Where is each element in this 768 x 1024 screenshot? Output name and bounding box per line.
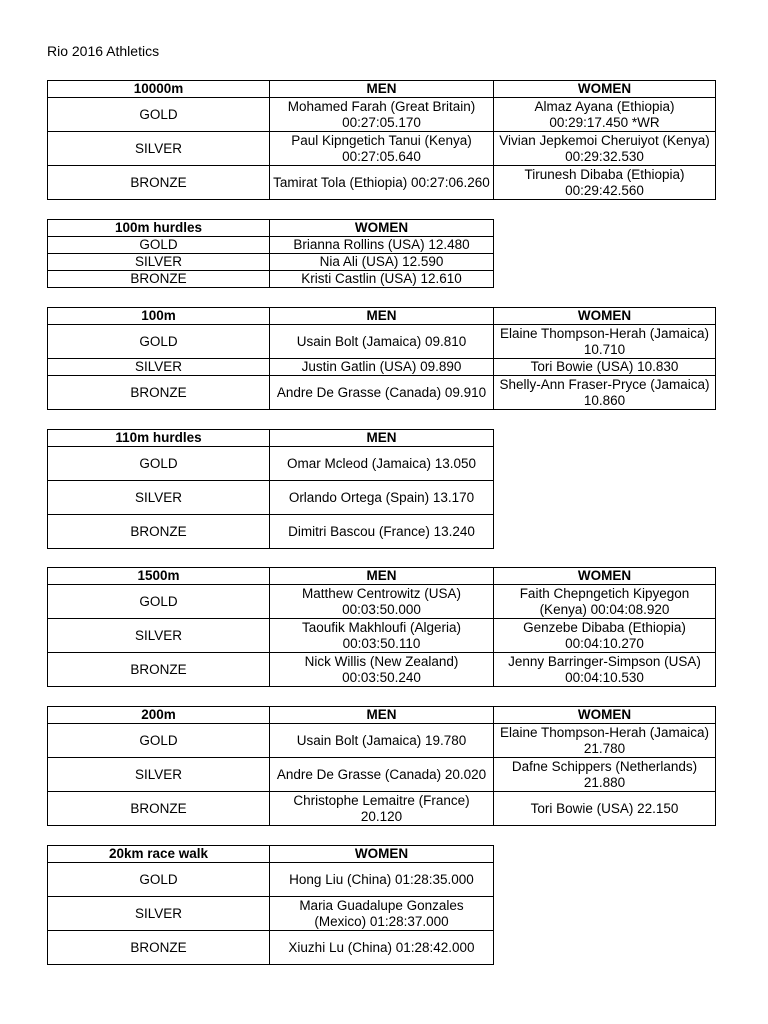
column-header-women: WOMEN <box>494 707 716 724</box>
result-cell: Usain Bolt (Jamaica) 09.810 <box>270 325 494 359</box>
column-header-men: MEN <box>270 81 494 98</box>
event-table-110m-hurdles <box>47 429 494 549</box>
medal-label: BRONZE <box>48 653 270 687</box>
result-cell: Nick Willis (New Zealand) 00:03:50.240 <box>270 653 494 687</box>
event-table-100m <box>47 307 716 410</box>
result-cell: Tirunesh Dibaba (Ethiopia) 00:29:42.560 <box>494 166 716 200</box>
result-cell: Omar Mcleod (Jamaica) 13.050 <box>270 447 494 481</box>
medal-label: SILVER <box>48 359 270 376</box>
result-cell: Shelly-Ann Fraser-Pryce (Jamaica) 10.860 <box>494 376 716 410</box>
table-row <box>48 132 716 166</box>
result-cell: Mohamed Farah (Great Britain) 00:27:05.170 <box>270 98 494 132</box>
event-name: 200m <box>48 707 270 724</box>
table-row <box>48 653 716 687</box>
result-cell: Dimitri Bascou (France) 13.240 <box>270 515 494 549</box>
event-table-200m <box>47 706 716 826</box>
result-cell: Almaz Ayana (Ethiopia) 00:29:17.450 *WR <box>494 98 716 132</box>
table-header-row <box>48 220 494 237</box>
table-row <box>48 166 716 200</box>
medal-label: SILVER <box>48 897 270 931</box>
medal-label: SILVER <box>48 481 270 515</box>
result-cell: Dafne Schippers (Netherlands) 21.880 <box>494 758 716 792</box>
column-header-men: MEN <box>270 568 494 585</box>
table-row <box>48 585 716 619</box>
table-row <box>48 237 494 254</box>
medal-label: BRONZE <box>48 376 270 410</box>
table-header-row <box>48 81 716 98</box>
event-table-1500m <box>47 567 716 687</box>
result-cell: Vivian Jepkemoi Cheruiyot (Kenya) 00:29:32.530 <box>494 132 716 166</box>
column-header-women: WOMEN <box>270 846 494 863</box>
result-cell: Christophe Lemaitre (France) 20.120 <box>270 792 494 826</box>
result-cell: Elaine Thompson-Herah (Jamaica) 10.710 <box>494 325 716 359</box>
event-name: 1500m <box>48 568 270 585</box>
table-row <box>48 359 716 376</box>
table-row <box>48 724 716 758</box>
table-row <box>48 931 494 965</box>
result-cell: Kristi Castlin (USA) 12.610 <box>270 271 494 288</box>
table-row <box>48 447 494 481</box>
table-header-row <box>48 430 494 447</box>
event-name: 110m hurdles <box>48 430 270 447</box>
medal-label: GOLD <box>48 447 270 481</box>
event-name: 100m <box>48 308 270 325</box>
table-row <box>48 863 494 897</box>
result-cell: Hong Liu (China) 01:28:35.000 <box>270 863 494 897</box>
column-header-men: MEN <box>270 308 494 325</box>
event-table-100m-hurdles <box>47 219 494 288</box>
medal-label: SILVER <box>48 132 270 166</box>
result-cell: Taoufik Makhloufi (Algeria) 00:03:50.110 <box>270 619 494 653</box>
medal-label: SILVER <box>48 254 270 271</box>
result-cell: Nia Ali (USA) 12.590 <box>270 254 494 271</box>
medal-label: GOLD <box>48 585 270 619</box>
table-row <box>48 515 494 549</box>
result-cell: Maria Guadalupe Gonzales (Mexico) 01:28:37.000 <box>270 897 494 931</box>
table-row <box>48 619 716 653</box>
result-cell: Xiuzhi Lu (China) 01:28:42.000 <box>270 931 494 965</box>
result-cell: Tori Bowie (USA) 22.150 <box>494 792 716 826</box>
column-header-men: MEN <box>270 707 494 724</box>
result-cell: Jenny Barringer-Simpson (USA) 00:04:10.530 <box>494 653 716 687</box>
table-header-row <box>48 707 716 724</box>
table-row <box>48 897 494 931</box>
medal-label: BRONZE <box>48 792 270 826</box>
result-cell: Usain Bolt (Jamaica) 19.780 <box>270 724 494 758</box>
column-header-men: MEN <box>270 430 494 447</box>
result-cell: Matthew Centrowitz (USA) 00:03:50.000 <box>270 585 494 619</box>
result-cell: Genzebe Dibaba (Ethiopia) 00:04:10.270 <box>494 619 716 653</box>
medal-label: BRONZE <box>48 271 270 288</box>
medal-label: GOLD <box>48 98 270 132</box>
column-header-women: WOMEN <box>270 220 494 237</box>
result-cell: Orlando Ortega (Spain) 13.170 <box>270 481 494 515</box>
column-header-women: WOMEN <box>494 308 716 325</box>
page-title: Rio 2016 Athletics <box>47 43 160 59</box>
medal-label: SILVER <box>48 619 270 653</box>
event-name: 10000m <box>48 81 270 98</box>
medal-label: GOLD <box>48 724 270 758</box>
table-row <box>48 481 494 515</box>
result-cell: Justin Gatlin (USA) 09.890 <box>270 359 494 376</box>
table-header-row <box>48 308 716 325</box>
result-cell: Brianna Rollins (USA) 12.480 <box>270 237 494 254</box>
medal-label: BRONZE <box>48 166 270 200</box>
result-cell: Elaine Thompson-Herah (Jamaica) 21.780 <box>494 724 716 758</box>
medal-label: GOLD <box>48 863 270 897</box>
event-name: 100m hurdles <box>48 220 270 237</box>
table-row <box>48 792 716 826</box>
event-table-10000m <box>47 80 716 200</box>
table-header-row <box>48 846 494 863</box>
medal-label: GOLD <box>48 325 270 359</box>
result-cell: Faith Chepngetich Kipyegon (Kenya) 00:04:08.920 <box>494 585 716 619</box>
table-row <box>48 98 716 132</box>
event-table-20km-race-walk <box>47 845 494 965</box>
result-cell: Paul Kipngetich Tanui (Kenya) 00:27:05.640 <box>270 132 494 166</box>
column-header-women: WOMEN <box>494 568 716 585</box>
result-cell: Andre De Grasse (Canada) 09.910 <box>270 376 494 410</box>
result-cell: Tamirat Tola (Ethiopia) 00:27:06.260 <box>270 166 494 200</box>
event-name: 20km race walk <box>48 846 270 863</box>
column-header-women: WOMEN <box>494 81 716 98</box>
table-row <box>48 325 716 359</box>
table-row <box>48 254 494 271</box>
table-row <box>48 271 494 288</box>
result-cell: Andre De Grasse (Canada) 20.020 <box>270 758 494 792</box>
result-cell: Tori Bowie (USA) 10.830 <box>494 359 716 376</box>
table-header-row <box>48 568 716 585</box>
medal-label: BRONZE <box>48 515 270 549</box>
medal-label: BRONZE <box>48 931 270 965</box>
table-row <box>48 376 716 410</box>
medal-label: SILVER <box>48 758 270 792</box>
medal-label: GOLD <box>48 237 270 254</box>
table-row <box>48 758 716 792</box>
